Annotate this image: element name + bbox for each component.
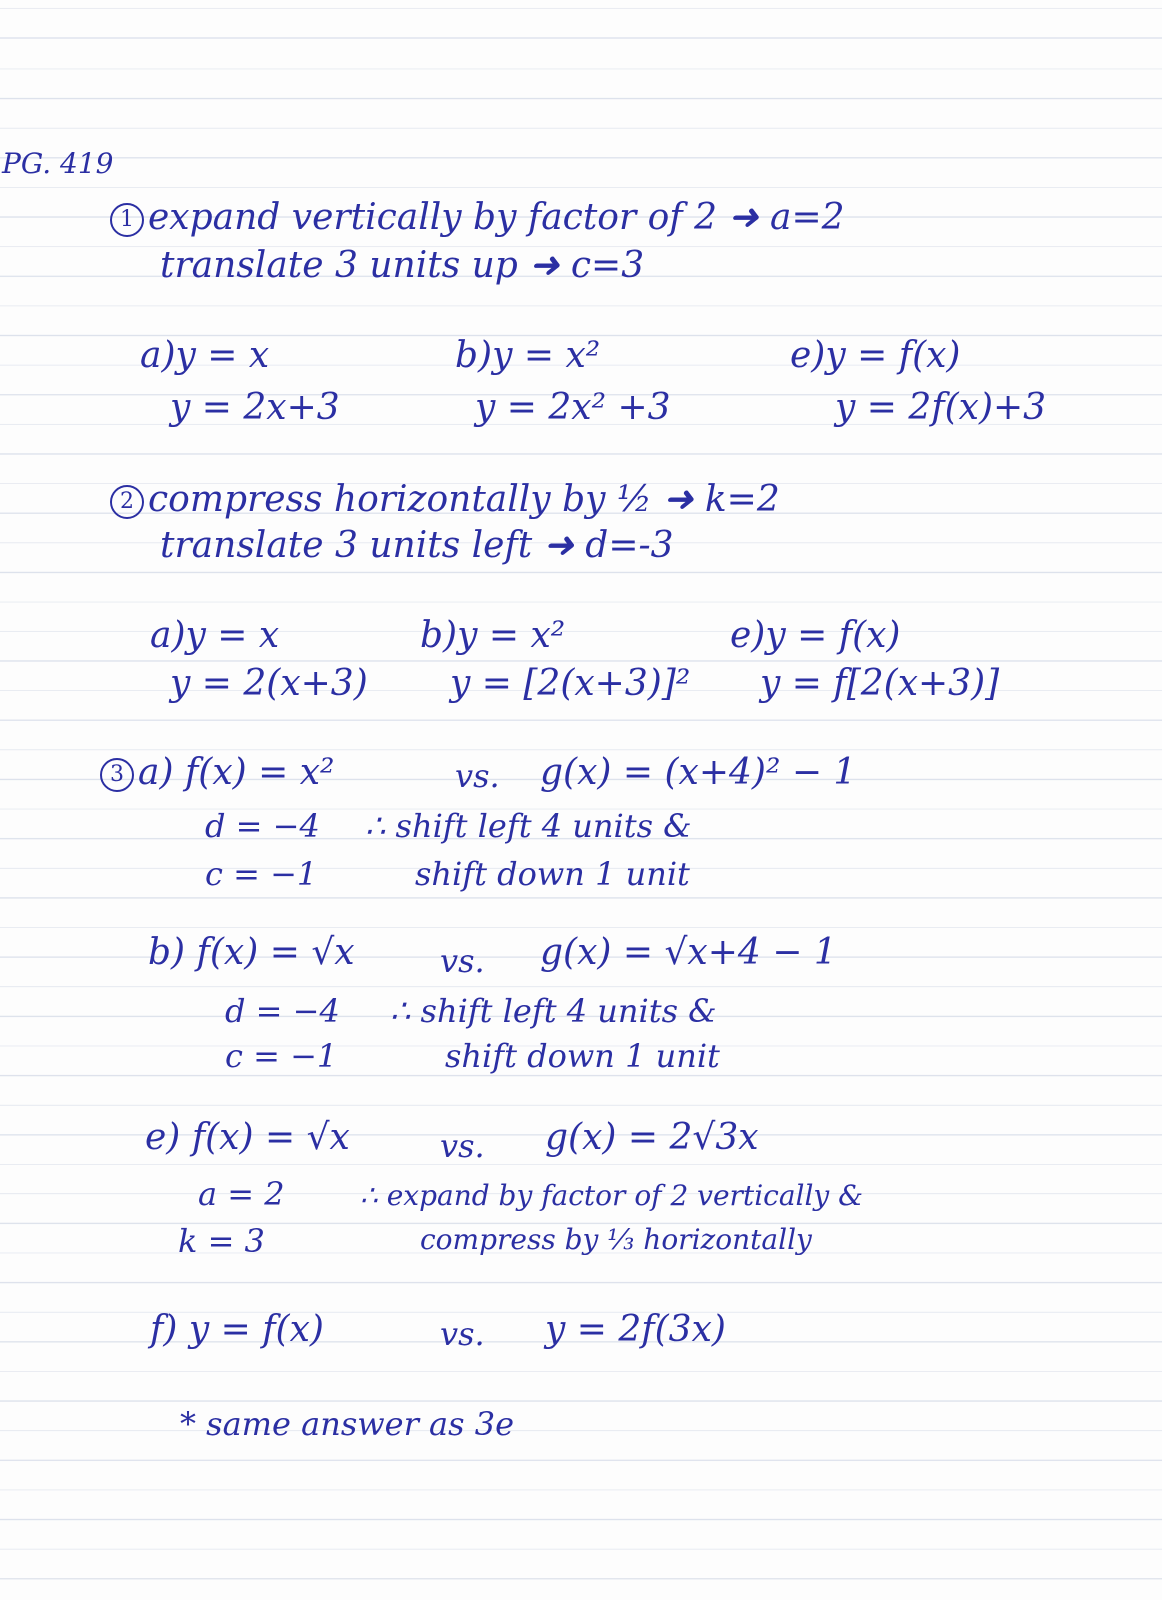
q1-a-label: a) bbox=[140, 335, 176, 376]
q1-number: 1 bbox=[110, 203, 144, 237]
q2-line1: compress horizontally by ½ ➜ k=2 bbox=[148, 479, 780, 520]
q1-line1: expand vertically by factor of 2 ➜ a=2 bbox=[148, 197, 845, 238]
q3e-result2: compress by ⅓ horizontally bbox=[420, 1223, 812, 1256]
q3b-param2: c = −1 bbox=[225, 1037, 338, 1075]
q3b-vs: vs. bbox=[440, 942, 485, 980]
q2-part-b bbox=[420, 615, 566, 656]
q3e-result1: ∴ expand by factor of 2 vertically & bbox=[360, 1179, 864, 1212]
q2-a-label: a) bbox=[150, 615, 186, 656]
q3b-function bbox=[148, 932, 355, 973]
q2-b-line2: y = [2(x+3)]² bbox=[450, 663, 691, 704]
q3f-g: y = 2f(3x) bbox=[545, 1309, 726, 1350]
q3f-label: f) bbox=[150, 1309, 178, 1350]
q3a-param1: d = −4 bbox=[205, 807, 320, 845]
q2-part-e bbox=[730, 615, 901, 656]
q3b-f: f(x) = √x bbox=[196, 932, 355, 973]
q3e-g: g(x) = 2√3x bbox=[545, 1117, 759, 1158]
q3a-vs: vs. bbox=[455, 757, 500, 795]
q3b-g: g(x) = √x+4 − 1 bbox=[540, 932, 837, 973]
q1-line2: translate 3 units up ➜ c=3 bbox=[160, 245, 645, 286]
q1-a-line2: y = 2x+3 bbox=[170, 387, 340, 428]
q1-b-line2: y = 2x² +3 bbox=[475, 387, 671, 428]
q3a-result2: shift down 1 unit bbox=[415, 855, 690, 893]
q3-number: 3 bbox=[100, 758, 134, 792]
q3a-label: a) bbox=[138, 752, 174, 793]
q3e-param2: k = 3 bbox=[178, 1222, 265, 1260]
q3f-function bbox=[150, 1309, 324, 1350]
q1-e-label: e) bbox=[790, 335, 826, 376]
q3e-f: f(x) = √x bbox=[191, 1117, 350, 1158]
q1-part-e bbox=[790, 335, 961, 376]
page-reference: PG. 419 bbox=[2, 147, 114, 180]
q1-e-line2: y = 2f(x)+3 bbox=[835, 387, 1047, 428]
q2-heading bbox=[110, 479, 780, 520]
q2-e-line1: y = f(x) bbox=[765, 615, 901, 656]
q3a-param2: c = −1 bbox=[205, 855, 318, 893]
q2-b-label: b) bbox=[420, 615, 458, 656]
q3f-f: y = f(x) bbox=[188, 1309, 324, 1350]
q3a-result1: ∴ shift left 4 units & bbox=[365, 807, 692, 845]
q1-e-line1: y = f(x) bbox=[825, 335, 961, 376]
q3b-param1: d = −4 bbox=[225, 992, 340, 1030]
q2-number: 2 bbox=[110, 485, 144, 519]
q2-b-line1: y = x² bbox=[457, 615, 566, 656]
q1-a-line1: y = x bbox=[175, 335, 270, 376]
q3a-function bbox=[100, 752, 335, 793]
q2-e-line2: y = f[2(x+3)] bbox=[760, 663, 1000, 704]
q2-a-line1: y = x bbox=[185, 615, 280, 656]
q3e-vs: vs. bbox=[440, 1127, 485, 1165]
q3f-vs: vs. bbox=[440, 1315, 485, 1353]
q1-part-a bbox=[140, 335, 270, 376]
q2-line2: translate 3 units left ➜ d=-3 bbox=[160, 525, 674, 566]
q1-b-label: b) bbox=[455, 335, 493, 376]
q3e-label: e) bbox=[145, 1117, 181, 1158]
q3b-result1: ∴ shift left 4 units & bbox=[390, 992, 717, 1030]
q2-e-label: e) bbox=[730, 615, 766, 656]
q3b-result2: shift down 1 unit bbox=[445, 1037, 720, 1075]
q3a-g: g(x) = (x+4)² − 1 bbox=[540, 752, 857, 793]
q3a-f: f(x) = x² bbox=[184, 752, 335, 793]
q3e-param1: a = 2 bbox=[198, 1175, 285, 1213]
q2-a-line2: y = 2(x+3) bbox=[170, 663, 368, 704]
note-same-answer: * same answer as 3e bbox=[180, 1405, 514, 1443]
q1-heading bbox=[110, 197, 845, 238]
q2-part-a bbox=[150, 615, 280, 656]
q3b-label: b) bbox=[148, 932, 186, 973]
q1-b-line1: y = x² bbox=[492, 335, 601, 376]
q1-part-b bbox=[455, 335, 601, 376]
q3e-function bbox=[145, 1117, 350, 1158]
